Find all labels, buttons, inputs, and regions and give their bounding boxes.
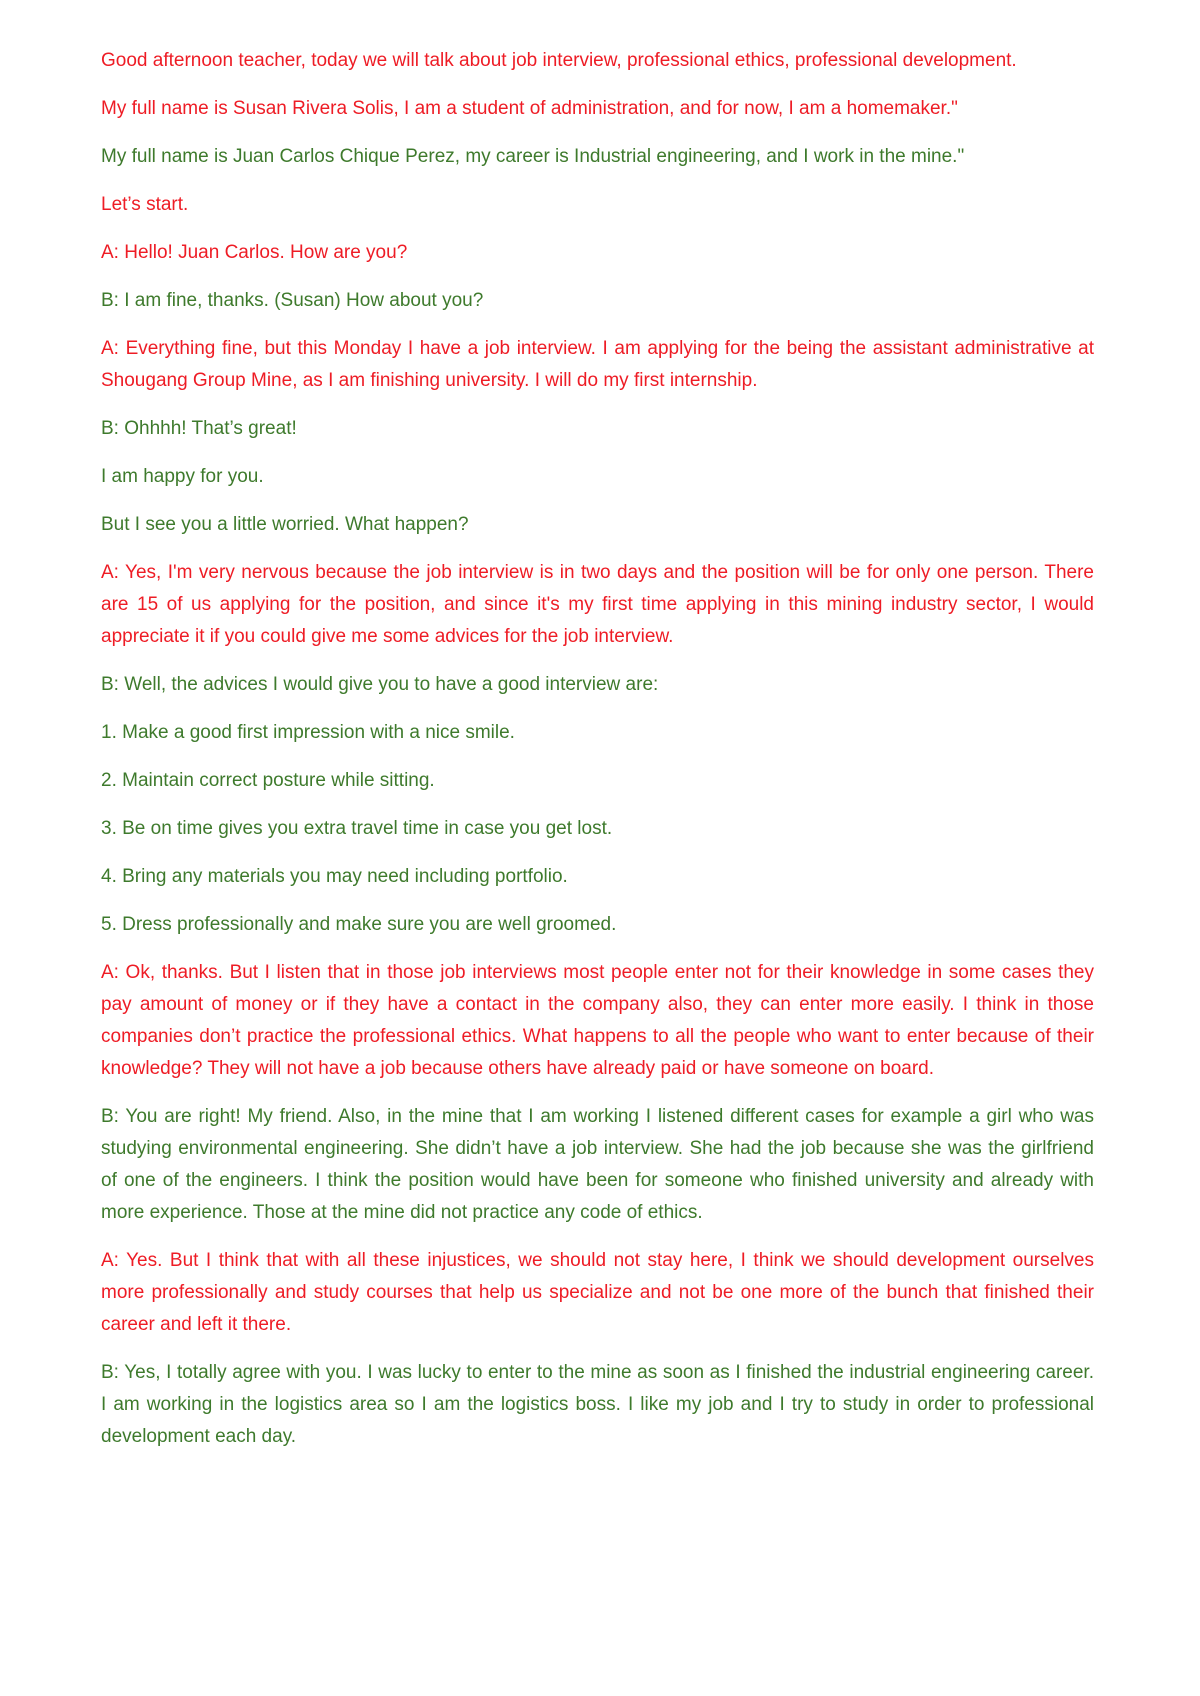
intro-juan-carlos: My full name is Juan Carlos Chique Perez, my career is Industrial engineering, and I work in the mine." [101, 146, 965, 167]
dialogue-line-b: But I see you a little worried. What happen? [101, 514, 469, 535]
dialogue-line-b: B: Well, the advices I would give you to have a good interview are: [101, 674, 659, 695]
dialogue-line-a: A: Hello! Juan Carlos. How are you? [101, 242, 408, 263]
intro-greeting: Good afternoon teacher, today we will talk about job interview, professional ethics, professional development. [101, 50, 1017, 71]
advice-list-item: 1. Make a good first impression with a nice smile. [101, 722, 515, 743]
dialogue-line-b: I am happy for you. [101, 466, 264, 487]
document-page [101, 45, 1094, 1453]
dialogue-line-a: A: Ok, thanks. But I listen that in those job interviews most people enter not for their knowledge in some cases they pay amount of money or if they have a contact in the company also, they can enter more easily. I think in those companies don’t practice the professional ethics. What happens to all the people who want to enter because of their knowledge? They will not have a job because others have already paid or have someone on board. [101, 962, 1094, 1079]
dialogue-line-b: B: Yes, I totally agree with you. I was lucky to enter to the mine as soon as I finished the industrial engineering career. I am working in the logistics area so I am the logistics boss. I like my job and I try to study in order to professional development each day. [101, 1362, 1094, 1447]
dialogue-line-a: A: Everything fine, but this Monday I have a job interview. I am applying for the being the assistant administrative at Shougang Group Mine, as I am finishing university. I will do my first internship. [101, 338, 1094, 391]
intro-susan: My full name is Susan Rivera Solis, I am a student of administration, and for now, I am a homemaker." [101, 98, 958, 119]
dialogue-line-a: A: Yes. But I think that with all these injustices, we should not stay here, I think we should development ourselves more professionally and study courses that help us specialize and not be one more of the bunch that finished their career and left it there. [101, 1250, 1094, 1335]
dialogue-line-b: B: I am fine, thanks. (Susan) How about you? [101, 290, 484, 311]
advice-list-item: 5. Dress professionally and make sure you are well groomed. [101, 914, 617, 935]
dialogue-line-b: B: Ohhhh! That’s great! [101, 418, 297, 439]
dialogue-line-a: A: Yes, I'm very nervous because the job interview is in two days and the position will be for only one person. There are 15 of us applying for the position, and since it's my first time applying in this mining industry sector, I would appreciate it if you could give me some advices for the job interview. [101, 562, 1094, 647]
dialogue-line-b: B: You are right! My friend. Also, in the mine that I am working I listened different cases for example a girl who was studying environmental engineering. She didn’t have a job interview. She had the job because she was the girlfriend of one of the engineers. I think the position would have been for someone who finished university and already with more experience. Those at the mine did not practice any code of ethics. [101, 1106, 1094, 1223]
advice-list-item: 3. Be on time gives you extra travel time in case you get lost. [101, 818, 613, 839]
start-line: Let’s start. [101, 194, 189, 215]
advice-list-item: 4. Bring any materials you may need including portfolio. [101, 866, 568, 887]
advice-list-item: 2. Maintain correct posture while sitting. [101, 770, 435, 791]
